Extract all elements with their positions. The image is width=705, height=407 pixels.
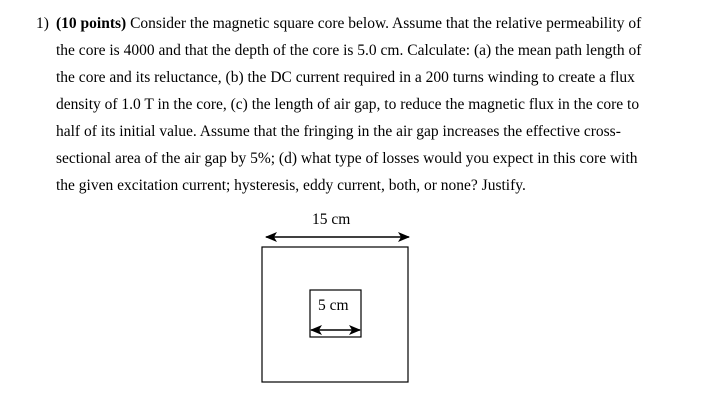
question-number: 1) bbox=[36, 15, 49, 32]
question-text bbox=[56, 10, 676, 199]
question-line-1 bbox=[56, 10, 676, 37]
question-line-5: half of its initial value. Assume that the fringing in the air gap increases the effective cross- bbox=[56, 123, 621, 140]
question-line-7: the given excitation current; hysteresis, eddy current, both, or none? Justify. bbox=[56, 177, 526, 194]
question-line-2: the core is 4000 and that the depth of the core is 5.0 cm. Calculate: (a) the mean path length of bbox=[56, 42, 642, 59]
question-line-4: density of 1.0 T in the core, (c) the length of air gap, to reduce the magnetic flux in the core to bbox=[56, 96, 640, 113]
question-line-3: the core and its reluctance, (b) the DC current required in a 200 turns winding to create a flux bbox=[56, 69, 635, 86]
inner-dimension-label: 5 cm bbox=[318, 297, 349, 314]
question-line-1-text: Consider the magnetic square core below. Assume that the relative permeability of bbox=[126, 15, 642, 32]
outer-dimension-label: 15 cm bbox=[312, 211, 351, 228]
question-points: (10 points) bbox=[56, 15, 127, 32]
question-line-6: sectional area of the air gap by 5%; (d) what type of losses would you expect in this core with bbox=[56, 150, 638, 167]
